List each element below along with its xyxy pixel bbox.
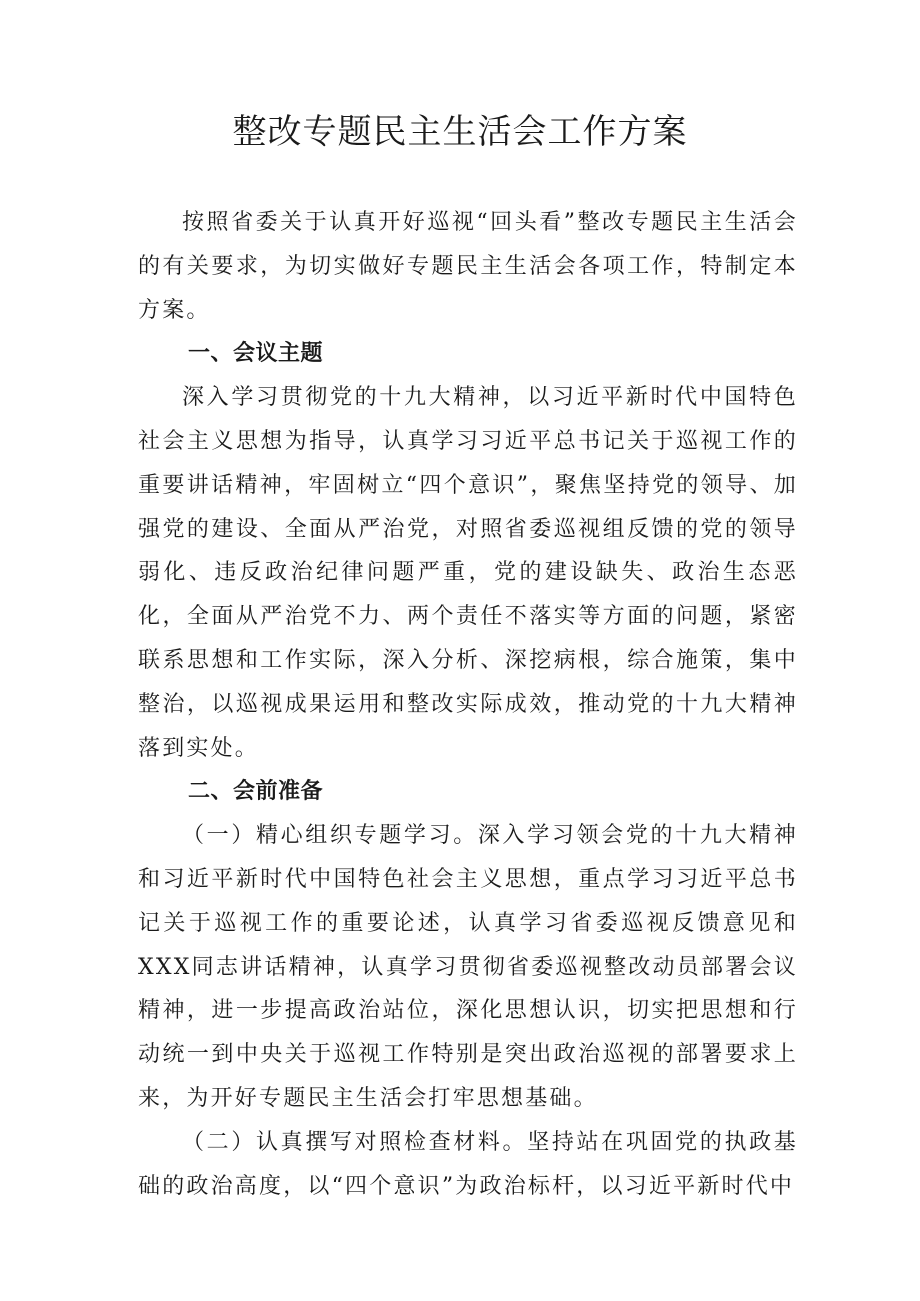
section-heading-preparation: 二、会前准备	[188, 779, 324, 805]
section-paragraph: 深入学习贯彻党的十九大精神，以习近平新时代中国特色社会主义思想为指导，认真学习习近平总书记关于巡视工作的重要讲话精神，牢固树立“四个意识”，聚焦坚持党的领导、加强党的建设、全面从严治党，对照省委巡视组反馈的党的领导弱化、违反政治纪律问题严重，党的建设缺失、政治生态恶化，全面从严治党不力、两个责任不落实等方面的问题，紧密联系思想和工作实际，深入分析、深挖病根，综合施策，集中整治，以巡视成果运用和整改实际成效，推动党的十九大精神落到实处。	[138, 385, 798, 761]
document-body	[138, 201, 798, 1208]
section-paragraph: （一）精心组织专题学习。深入学习领会党的十九大精神和习近平新时代中国特色社会主义思想，重点学习习近平总书记关于巡视工作的重要论述，认真学习省委巡视反馈意见和XXX同志讲话精神，认真学习贯彻省委巡视整改动员部署会议精神，进一步提高政治站位，深化思想认识，切实把思想和行动统一到中央关于巡视工作特别是突出政治巡视的部署要求上来，为开好专题民主生活会打牢思想基础。	[138, 823, 798, 1111]
section-paragraph: （二）认真撰写对照检查材料。坚持站在巩固党的执政基础的政治高度，以“四个意识”为政治标杆，以习近平新时代中	[138, 1129, 798, 1199]
section-heading-theme: 一、会议主题	[188, 341, 324, 367]
document-title: 整改专题民主生活会工作方案	[232, 112, 688, 152]
intro-paragraph: 按照省委关于认真开好巡视“回头看”整改专题民主生活会的有关要求，为切实做好专题民主生活会各项工作，特制定本方案。	[138, 210, 798, 323]
